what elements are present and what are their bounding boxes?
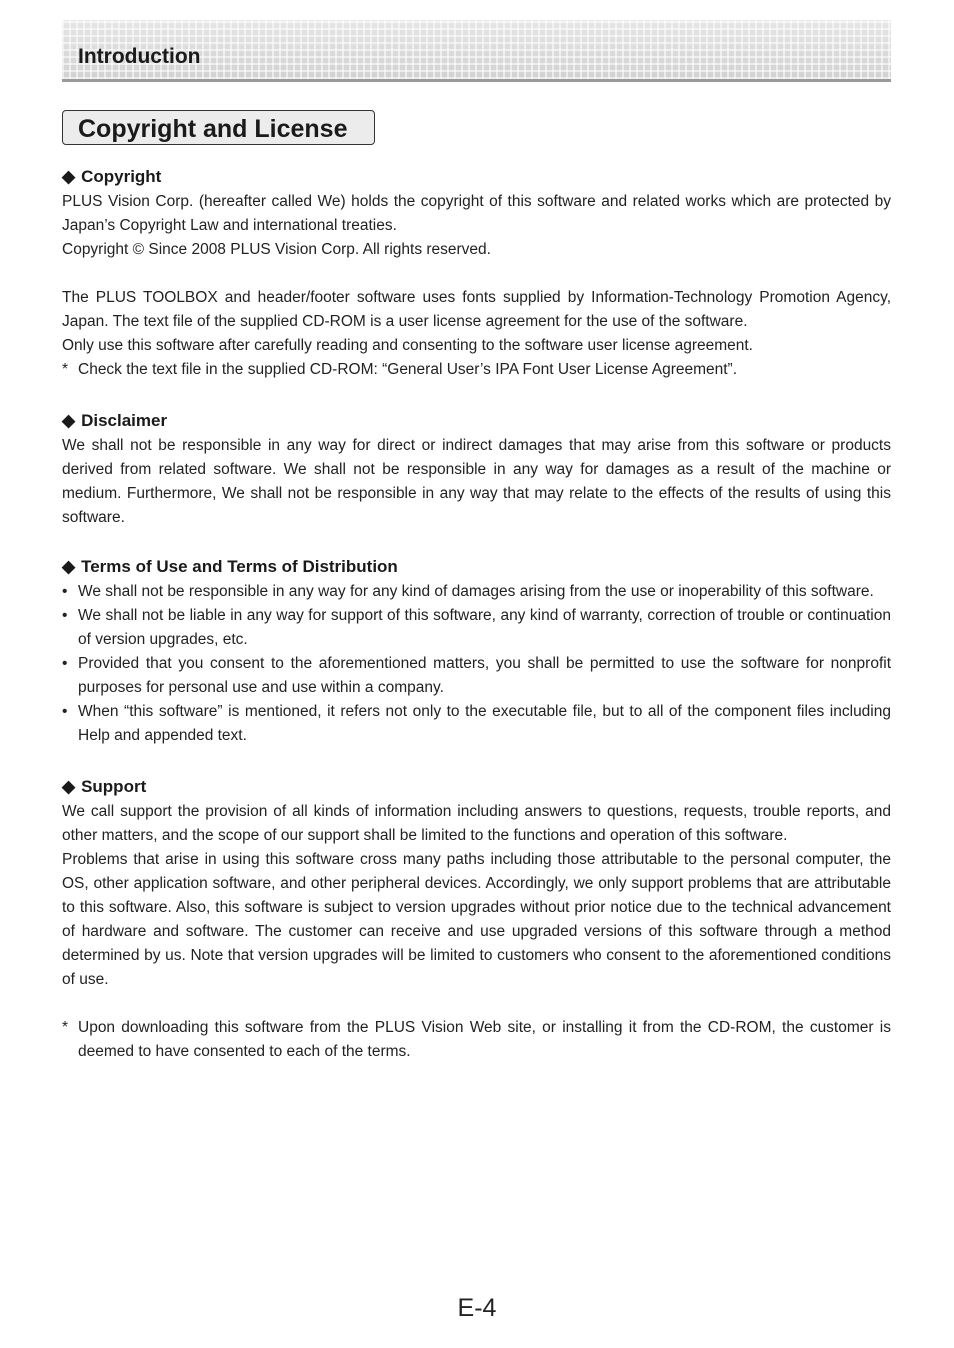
copyright-note-text: Check the text file in the supplied CD-ROM: “General User’s IPA Font User License Agreement”. [78,361,738,378]
copyright-note [62,358,891,382]
page-number: E-4 [457,1294,497,1322]
header-band [62,20,891,82]
chapter-title: Introduction [78,45,201,68]
terms-bullet-3: • Provided that you consent to the aforementioned matters, you shall be permitted to use the software for nonprofit purposes for personal use and use within a company. [62,652,891,700]
terms-bullet-4: • When “this software” is mentioned, it refers not only to the executable file, but to all of the component files including Help and appended text. [62,700,891,748]
asterisk-mark: * [62,1019,69,1036]
copyright-paragraph-3: The PLUS TOOLBOX and header/footer software uses fonts supplied by Information-Technology Promotion Agency, Japan. The text file of the supplied CD-ROM is a user license agreement for the use of the software. [62,289,891,330]
section-title-box [62,110,375,145]
copyright-paragraph-2: Copyright © Since 2008 PLUS Vision Corp. All rights reserved. [62,241,491,258]
bullet-mark: • [62,583,68,600]
disclaimer-paragraph: We shall not be responsible in any way for direct or indirect damages that may arise from this software or products derived from related software. We shall not be responsible in any way for damages as a result of the machine or medium. Furthermore, We shall not be responsible in any way that may relate to the effects of the results of using this software. [62,437,891,526]
diamond-icon: ◆ [62,777,76,796]
heading-copyright: ◆ Copyright [62,167,162,186]
diamond-icon: ◆ [62,557,76,576]
terms-bullet-2: • We shall not be liable in any way for support of this software, any kind of warranty, correction of trouble or continuation of version upgrades, etc. [62,604,891,652]
bullet-mark: • [62,655,68,672]
copyright-paragraph-1: PLUS Vision Corp. (hereafter called We) holds the copyright of this software and related works which are protected by Japan’s Copyright Law and international treaties. [62,193,891,234]
asterisk-mark: * [62,361,69,378]
heading-support: ◆ Support [62,777,147,796]
terms-bullet-1: • We shall not be responsible in any way for any kind of damages arising from the use or inoperability of this software. [62,580,891,604]
support-paragraph-2: Problems that arise in using this software cross many paths including those attributable to the personal computer, the OS, other application software, and other peripheral devices. Accordingly, we only support problems that are attributable to this software. Also, this software is subject to version upgrades without prior notice due to the technical advancement of hardware and software. The customer can receive and use upgraded versions of this software through a method determined by us. Note that version upgrades will be limited to customers who consent to the aforementioned conditions of use. [62,851,891,988]
copyright-paragraph-4: Only use this software after carefully reading and consenting to the software user license agreement. [62,337,753,354]
support-note [62,1016,891,1064]
section-title: Copyright and License [78,115,348,143]
diamond-icon: ◆ [62,167,76,186]
document-body [62,164,891,1064]
support-note-text: Upon downloading this software from the PLUS Vision Web site, or installing it from the CD-ROM, the customer is deemed to have consented to each of the terms. [78,1019,891,1060]
heading-terms: ◆ Terms of Use and Terms of Distribution [62,557,398,576]
bullet-mark: • [62,703,68,720]
support-paragraph-1: We call support the provision of all kinds of information including answers to questions, requests, trouble reports, and other matters, and the scope of our support shall be limited to the functions and operation of this software. [62,803,891,844]
heading-disclaimer: ◆ Disclaimer [62,411,168,430]
diamond-icon: ◆ [62,411,76,430]
bullet-mark: • [62,607,68,624]
